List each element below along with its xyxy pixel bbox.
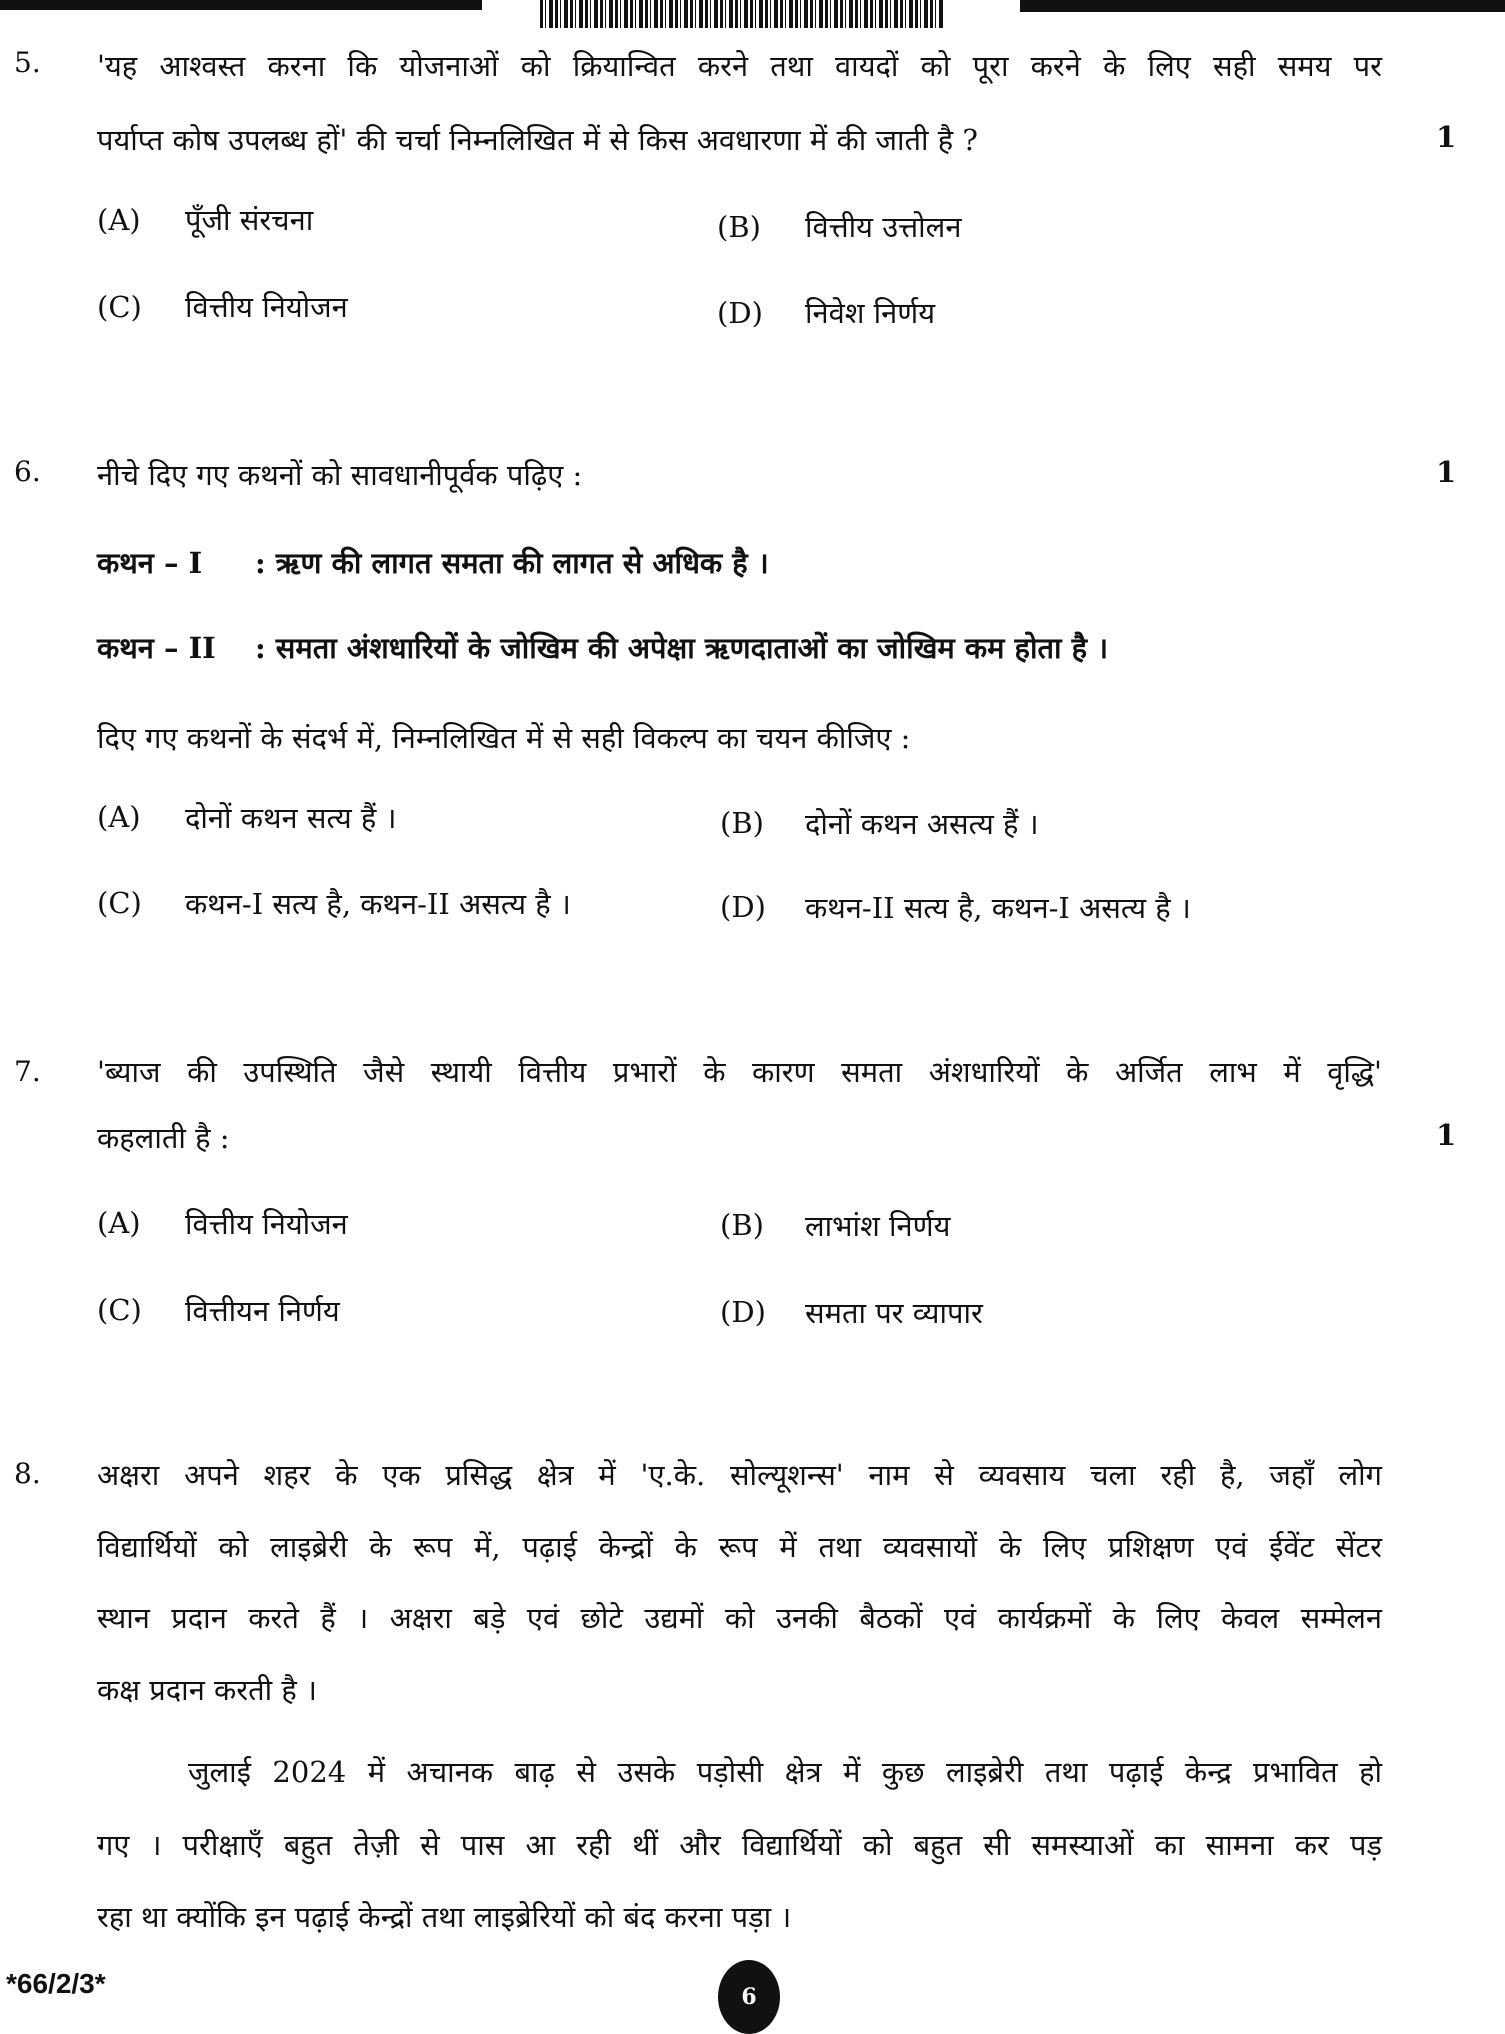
option-a-label: (A) xyxy=(97,1206,141,1240)
statement-2-text: : समता अंशधारियों के जोखिम की अपेक्षा ऋणदाताओं का जोखिम कम होता है । xyxy=(255,631,1109,665)
paragraph-line: जुलाई 2024 में अचानक बाढ़ से उसके पड़ोसी क्षेत्र में कुछ लाइब्रेरी तथा पढ़ाई केन्द्र प्रभावित हो xyxy=(188,1755,1382,1789)
page-number: 6 xyxy=(718,1960,780,2034)
option-c-text: कथन-I सत्य है, कथन-II असत्य है । xyxy=(185,887,571,921)
question-marks: 1 xyxy=(1436,455,1457,489)
header-bar-left xyxy=(0,0,482,10)
option-b-label: (B) xyxy=(717,210,761,244)
option-a-text: पूँजी संरचना xyxy=(185,203,314,237)
option-d-text: निवेश निर्णय xyxy=(805,296,936,330)
question-number: 6. xyxy=(14,455,41,488)
option-a-text: वित्तीय नियोजन xyxy=(185,1207,348,1241)
question-number: 5. xyxy=(14,46,41,79)
option-b-label: (B) xyxy=(720,806,764,840)
paragraph-line: रहा था क्योंकि इन पढ़ाई केन्द्रों तथा लाइब्रेरियों को बंद करना पड़ा । xyxy=(97,1900,792,1934)
instruction: दिए गए कथनों के संदर्भ में, निम्नलिखित में से सही विकल्प का चयन कीजिए : xyxy=(97,721,911,755)
paragraph-line: गए । परीक्षाएँ बहुत तेज़ी से पास आ रही थीं और विद्यार्थियों को बहुत सी समस्याओं का सामना कर पड़ xyxy=(97,1828,1382,1862)
option-d-label: (D) xyxy=(720,890,766,924)
header-bar-right xyxy=(1020,0,1505,12)
option-c-text: वित्तीय नियोजन xyxy=(185,290,348,324)
question-text-line: 'यह आश्वस्त करना कि योजनाओं को क्रियान्वित करने तथा वायदों को पूरा करने के लिए सही समय पर xyxy=(97,49,1382,83)
option-d-label: (D) xyxy=(717,296,763,330)
option-c-label: (C) xyxy=(97,1293,142,1327)
statement-1-label: कथन – I xyxy=(97,546,203,580)
option-c-label: (C) xyxy=(97,886,142,920)
option-b-text: लाभांश निर्णय xyxy=(805,1209,951,1243)
question-marks: 1 xyxy=(1436,120,1457,154)
question-number: 7. xyxy=(14,1055,41,1088)
option-b-label: (B) xyxy=(720,1208,764,1242)
question-text-line: अक्षरा अपने शहर के एक प्रसिद्ध क्षेत्र में 'ए.के. सोल्यूशन्स' नाम से व्यवसाय चला रही है, जहाँ लोग xyxy=(97,1458,1382,1492)
paper-code: *66/2/3* xyxy=(6,1968,106,1999)
option-b-text: वित्तीय उत्तोलन xyxy=(805,210,962,244)
option-c-label: (C) xyxy=(97,290,142,324)
question-text-line: नीचे दिए गए कथनों को सावधानीपूर्वक पढ़िए : xyxy=(97,458,583,492)
question-text-line: स्थान प्रदान करते हैं । अक्षरा बड़े एवं छोटे उद्यमों को उनकी बैठकों एवं कार्यक्रमों के लिए केवल सम्मेलन xyxy=(97,1601,1382,1635)
statement-1-text: : ऋण की लागत समता की लागत से अधिक है । xyxy=(255,546,769,580)
question-marks: 1 xyxy=(1436,1118,1457,1152)
question-text-line: 'ब्याज की उपस्थिति जैसे स्थायी वित्तीय प्रभारों के कारण समता अंशधारियों के अर्जित लाभ में वृद्धि' xyxy=(97,1055,1382,1089)
question-text-line: कहलाती है : xyxy=(97,1121,230,1155)
option-c-text: वित्तीयन निर्णय xyxy=(185,1294,340,1328)
question-text-line: कक्ष प्रदान करती है । xyxy=(97,1673,318,1707)
option-a-label: (A) xyxy=(97,800,141,834)
option-a-label: (A) xyxy=(97,203,141,237)
option-a-text: दोनों कथन सत्य हैं । xyxy=(185,801,397,835)
barcode xyxy=(540,0,945,28)
question-text-line: विद्यार्थियों को लाइब्रेरी के रूप में, पढ़ाई केन्द्रों के रूप में तथा व्यवसायों के लिए प्रशिक्षण एवं ईवेंट सेंटर xyxy=(97,1530,1382,1564)
option-b-text: दोनों कथन असत्य हैं । xyxy=(805,807,1039,841)
option-d-text: कथन-II सत्य है, कथन-I असत्य है । xyxy=(805,891,1191,925)
statement-2-label: कथन – II xyxy=(97,631,216,665)
option-d-text: समता पर व्यापार xyxy=(805,1296,983,1330)
option-d-label: (D) xyxy=(720,1295,766,1329)
question-number: 8. xyxy=(14,1457,41,1490)
question-text-line: पर्याप्त कोष उपलब्ध हों' की चर्चा निम्नलिखित में से किस अवधारणा में की जाती है ? xyxy=(97,123,978,157)
